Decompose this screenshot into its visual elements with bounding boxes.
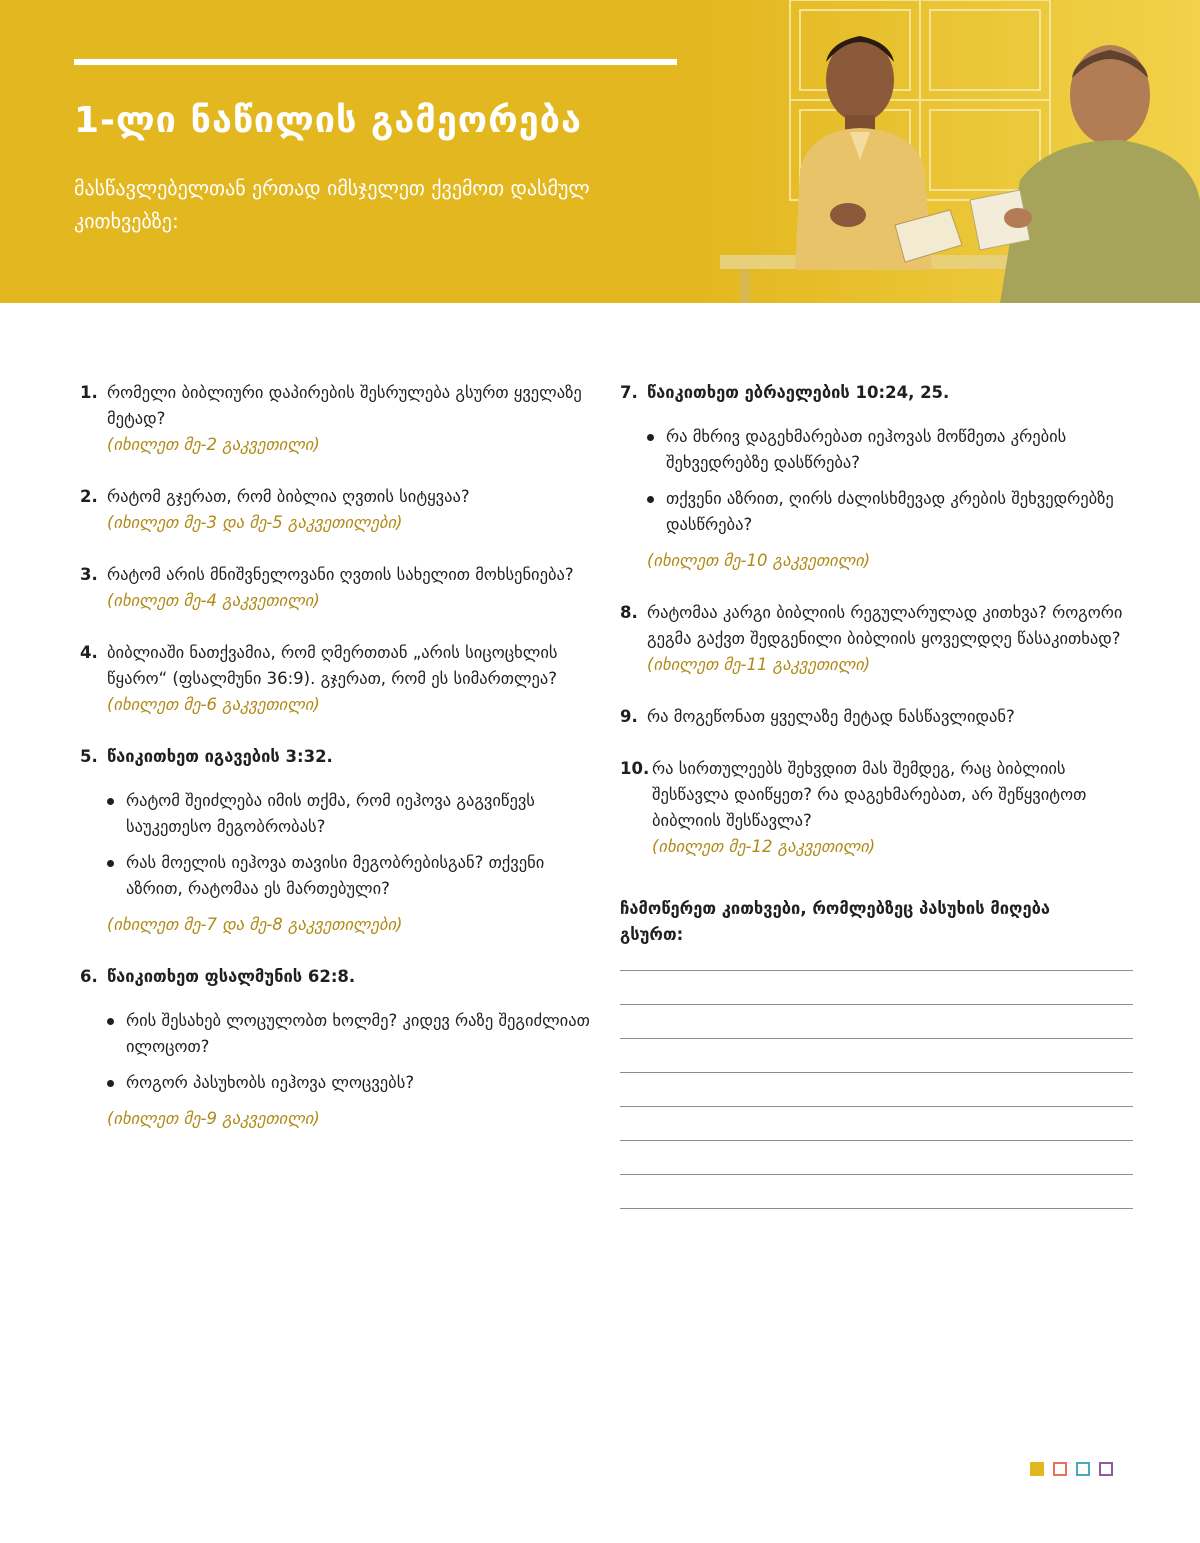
square-teal-icon	[1076, 1462, 1090, 1476]
writing-line[interactable]	[620, 1004, 1133, 1005]
bullet-item: რის შესახებ ლოცულობთ ხოლმე? კიდევ რაზე შეგიძლიათ ილოცოთ?	[107, 1008, 600, 1060]
questions-column-left	[80, 380, 600, 1132]
question-text: წაიკითხეთ ფსალმუნის 62:8.	[107, 967, 356, 986]
question-5	[80, 744, 600, 938]
square-coral-icon	[1053, 1462, 1067, 1476]
page-subtitle: მასწავლებელთან ერთად იმსჯელეთ ქვემოთ დასმულ კითხვებზე:	[74, 176, 590, 233]
writing-line[interactable]	[620, 1174, 1133, 1175]
square-purple-icon	[1099, 1462, 1113, 1476]
writing-line[interactable]	[620, 1208, 1133, 1209]
writing-line[interactable]	[620, 1038, 1133, 1039]
lesson-reference: (იხილეთ მე-10 გაკვეთილი)	[647, 551, 871, 570]
question-number: 10.	[620, 759, 650, 778]
lesson-reference: (იხილეთ მე-2 გაკვეთილი)	[107, 435, 320, 454]
lesson-reference: (იხილეთ მე-11 გაკვეთილი)	[647, 655, 871, 674]
header-rule	[74, 59, 677, 65]
illustration-bible-study	[700, 0, 1200, 303]
writing-line[interactable]	[620, 970, 1133, 971]
bullet-list	[107, 1008, 600, 1096]
question-number: 5.	[80, 747, 98, 766]
bullet-item: თქვენი აზრით, ღირს ძალისხმევად კრების შეხვედრებზე დასწრება?	[647, 486, 1140, 538]
writing-line[interactable]	[620, 1106, 1133, 1107]
page-title: 1-ლი ნაწილის გამეორება	[74, 100, 582, 141]
question-1	[80, 380, 600, 458]
writing-line[interactable]	[620, 1072, 1133, 1073]
bullet-list	[647, 424, 1140, 538]
bullet-item: როგორ პასუხობს იეჰოვა ლოცვებს?	[107, 1070, 600, 1096]
bullet-item: რატომ შეიძლება იმის თქმა, რომ იეჰოვა გაგვიწევს საუკეთესო მეგობრობას?	[107, 788, 600, 840]
question-number: 6.	[80, 967, 98, 986]
question-text: რატომაა კარგი ბიბლიის რეგულარულად კითხვა? როგორი გეგმა გაქვთ შედგენილი ბიბლიის ყოველდღე წასაკითხად?	[647, 603, 1123, 648]
lesson-reference: (იხილეთ მე-9 გაკვეთილი)	[107, 1109, 320, 1128]
question-text: რატომ არის მნიშვნელოვანი ღვთის სახელით მოხსენიება?	[107, 565, 574, 584]
question-2	[80, 484, 600, 536]
question-number: 3.	[80, 565, 98, 584]
write-questions-heading: ჩამოწერეთ კითხვები, რომლებზეც პასუხის მიღება გსურთ:	[620, 899, 1051, 944]
question-text: რომელი ბიბლიური დაპირების შესრულება გსურთ ყველაზე მეტად?	[107, 383, 582, 428]
question-text: რა მოგეწონათ ყველაზე მეტად ნასწავლიდან?	[647, 707, 1015, 726]
question-6	[80, 964, 600, 1132]
question-text: რატომ გჯერათ, რომ ბიბლია ღვთის სიტყვაა?	[107, 487, 470, 506]
lesson-reference: (იხილეთ მე-3 და მე-5 გაკვეთილები)	[107, 513, 403, 532]
question-8	[620, 600, 1140, 678]
question-text: რა სირთულეებს შეხვდით მას შემდეგ, რაც ბიბლიის შესწავლა დაიწყეთ? რა დაგეხმარებათ, არ შეწყვიტოთ ბიბლიის შესწავლა?	[652, 759, 1087, 830]
header-banner	[0, 0, 1200, 303]
lesson-reference: (იხილეთ მე-4 გაკვეთილი)	[107, 591, 320, 610]
question-number: 8.	[620, 603, 638, 622]
question-text: ბიბლიაში ნათქვამია, რომ ღმერთთან „არის სიცოცხლის წყარო“ (ფსალმუნი 36:9). გჯერათ, რომ ეს სიმართლეა?	[107, 643, 558, 688]
question-number: 9.	[620, 707, 638, 726]
bullet-item: რა მხრივ დაგეხმარებათ იეჰოვას მოწმეთა კრების შეხვედრებზე დასწრება?	[647, 424, 1140, 476]
square-yellow-icon	[1030, 1462, 1044, 1476]
lesson-reference: (იხილეთ მე-7 და მე-8 გაკვეთილები)	[107, 915, 403, 934]
question-text: წაიკითხეთ ებრაელების 10:24, 25.	[647, 383, 950, 402]
question-number: 7.	[620, 383, 638, 402]
lesson-reference: (იხილეთ მე-12 გაკვეთილი)	[652, 837, 876, 856]
bullet-list	[107, 788, 600, 902]
writing-lines	[620, 970, 1140, 1209]
write-questions-section	[620, 896, 1140, 1209]
questions-column-right	[620, 380, 1140, 1242]
question-3	[80, 562, 600, 614]
writing-line[interactable]	[620, 1140, 1133, 1141]
question-number: 1.	[80, 383, 98, 402]
question-9	[620, 704, 1140, 730]
decorative-squares	[1030, 1462, 1113, 1476]
question-10	[620, 756, 1140, 860]
question-7	[620, 380, 1140, 574]
question-4	[80, 640, 600, 718]
question-text: წაიკითხეთ იგავების 3:32.	[107, 747, 333, 766]
bullet-item: რას მოელის იეჰოვა თავისი მეგობრებისგან? თქვენი აზრით, რატომაა ეს მართებული?	[107, 850, 600, 902]
question-number: 4.	[80, 643, 98, 662]
question-number: 2.	[80, 487, 98, 506]
lesson-reference: (იხილეთ მე-6 გაკვეთილი)	[107, 695, 320, 714]
